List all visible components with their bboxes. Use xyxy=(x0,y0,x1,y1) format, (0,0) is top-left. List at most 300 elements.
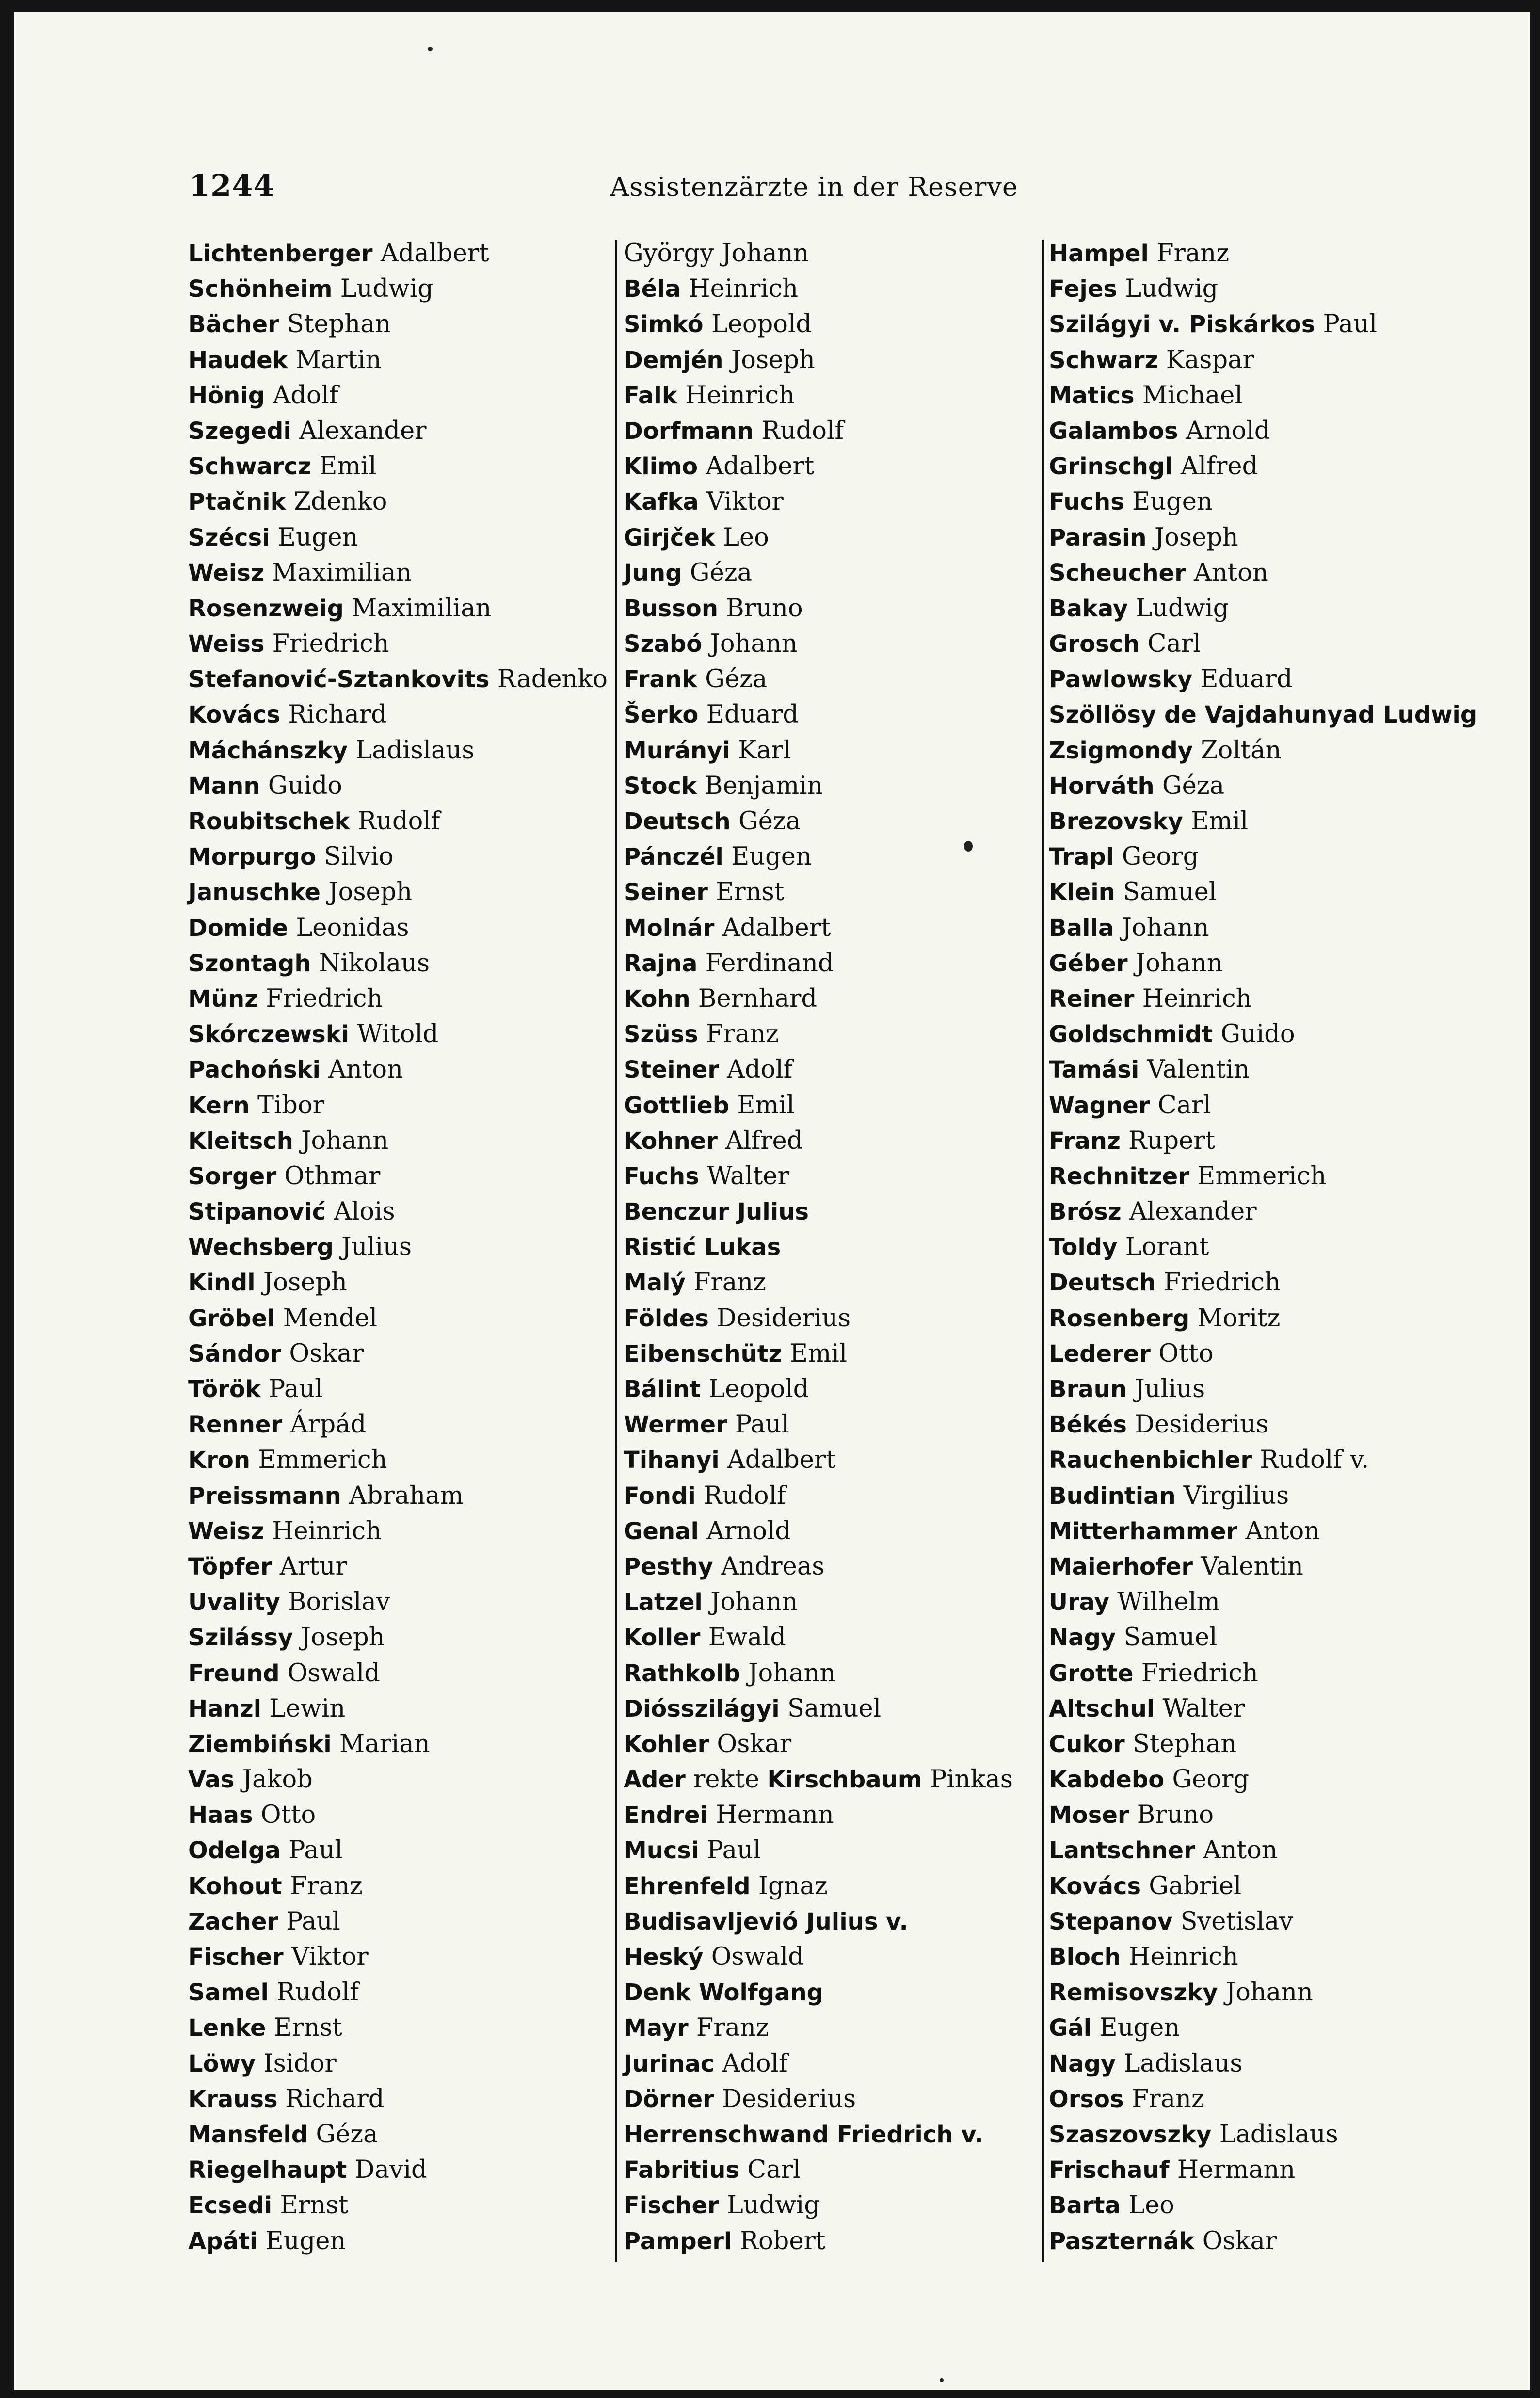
given-name: Rudolf xyxy=(704,1481,786,1510)
given-name: Joseph xyxy=(328,878,413,907)
name-entry xyxy=(188,378,608,413)
name-entry xyxy=(1049,1975,1477,2010)
name-entry xyxy=(188,449,608,484)
name-entry xyxy=(1049,1478,1477,1513)
name-entry xyxy=(624,768,1013,804)
given-name: Artur xyxy=(279,1552,347,1581)
given-name: Rupert xyxy=(1128,1126,1216,1155)
name-entry xyxy=(624,1549,1013,1584)
surname: Stepanov xyxy=(1049,1908,1173,1935)
given-name: Eduard xyxy=(1200,665,1293,694)
name-entry xyxy=(188,484,608,519)
surname: Kabdebo xyxy=(1049,1766,1165,1794)
surname: Odelga xyxy=(188,1837,281,1865)
given-name: Adalbert xyxy=(380,239,489,268)
name-entry xyxy=(188,342,608,378)
given-name: Leopold xyxy=(708,1375,809,1403)
given-name: Géza xyxy=(1162,771,1225,800)
surname: Reiner xyxy=(1049,985,1135,1013)
name-entry xyxy=(624,2152,1013,2188)
surname: Malý xyxy=(624,1269,686,1297)
name-entry xyxy=(1049,2081,1477,2117)
given-name: Valentin xyxy=(1201,1552,1303,1581)
name-entry xyxy=(624,981,1013,1016)
name-entry xyxy=(1049,306,1477,342)
given-name: Emil xyxy=(789,1339,848,1368)
name-entry xyxy=(188,1549,608,1584)
column-divider xyxy=(1042,240,1044,2262)
given-name: Ferdinand xyxy=(705,949,834,978)
name-entry xyxy=(624,271,1013,306)
surname: Szabó xyxy=(624,630,703,658)
given-name: Árpád xyxy=(290,1410,367,1439)
name-entry xyxy=(624,1407,1013,1442)
name-entry xyxy=(1049,910,1477,946)
surname: Renner xyxy=(188,1411,283,1439)
surname: Mitterhammer xyxy=(1049,1517,1238,1545)
surname: Diósszilágyi xyxy=(624,1695,780,1722)
name-entry xyxy=(624,2223,1013,2259)
name-column-2 xyxy=(624,236,1013,2259)
name-entry xyxy=(188,1584,608,1620)
name-entry xyxy=(1049,839,1477,874)
name-entry xyxy=(624,2188,1013,2223)
name-entry xyxy=(188,2046,608,2081)
name-entry xyxy=(624,413,1013,449)
surname: Kleitsch xyxy=(188,1127,293,1155)
surname: Riegelhaupt xyxy=(188,2157,347,2184)
given-name: Carl xyxy=(1147,629,1201,659)
name-column-3 xyxy=(1049,236,1477,2259)
surname: Rechnitzer xyxy=(1049,1162,1189,1190)
surname: Kern xyxy=(188,1092,250,1119)
given-name: Guido xyxy=(1220,1020,1295,1049)
given-name: Adalbert xyxy=(706,452,815,481)
name-entry xyxy=(624,2117,1013,2152)
name-entry xyxy=(624,2046,1013,2081)
name-entry xyxy=(1049,2152,1477,2188)
name-entry xyxy=(1049,1301,1477,1336)
surname: Pánczél xyxy=(624,843,723,871)
surname: Preissmann xyxy=(188,1482,341,1510)
given-name: David xyxy=(354,2156,427,2185)
name-entry xyxy=(188,839,608,874)
surname: Latzel xyxy=(624,1589,703,1616)
given-name: Bruno xyxy=(1137,1801,1214,1830)
surname: Grosch xyxy=(1049,630,1140,658)
name-entry xyxy=(188,591,608,626)
surname: Rathkolb xyxy=(624,1659,740,1687)
name-entry xyxy=(1049,1407,1477,1442)
given-name: Leopold xyxy=(711,310,812,339)
given-name: Ludwig xyxy=(1136,594,1229,623)
given-name: Ladislaus xyxy=(355,736,475,765)
name-entry xyxy=(1049,1584,1477,1620)
given-name: Stephan xyxy=(287,310,391,339)
name-entry xyxy=(188,1336,608,1371)
given-name: Martin xyxy=(295,345,382,374)
name-entry xyxy=(1049,591,1477,626)
surname: Lederer xyxy=(1049,1340,1151,1368)
surname: Balla xyxy=(1049,914,1114,942)
name-entry xyxy=(1049,1123,1477,1159)
name-entry xyxy=(188,1123,608,1159)
surname: Schwarz xyxy=(1049,346,1158,374)
surname: Mayr xyxy=(624,2014,689,2042)
name-entry xyxy=(188,661,608,697)
given-name: Ladislaus xyxy=(1123,2049,1243,2078)
surname: Toldy xyxy=(1049,1234,1118,1261)
given-name: Franz xyxy=(706,1020,779,1049)
name-entry xyxy=(624,910,1013,946)
given-name: Carl xyxy=(1157,1091,1211,1120)
name-entry xyxy=(188,1762,608,1797)
surname: Szöllösy de Vajdahunyad Ludwig xyxy=(1049,701,1477,729)
name-entry xyxy=(1049,342,1477,378)
name-entry xyxy=(624,1726,1013,1762)
given-name: Friedrich xyxy=(272,629,389,659)
surname: Budisavljevió Julius v. xyxy=(624,1908,908,1935)
surname: Brezovsky xyxy=(1049,808,1183,835)
name-entry xyxy=(624,874,1013,910)
surname: Gottlieb xyxy=(624,1092,730,1119)
given-name: Anton xyxy=(1194,558,1268,587)
name-entry xyxy=(188,1407,608,1442)
given-name: Desiderius xyxy=(1135,1410,1269,1439)
given-name: Tibor xyxy=(257,1091,325,1120)
page-number: 1244 xyxy=(189,168,275,203)
surname: Januschke xyxy=(188,879,321,906)
given-name: Svetislav xyxy=(1180,1907,1293,1936)
name-entry xyxy=(1049,2046,1477,2081)
surname: Békés xyxy=(1049,1411,1127,1439)
name-entry xyxy=(1049,2117,1477,2152)
name-entry xyxy=(624,626,1013,661)
given-name: Adalbert xyxy=(727,1446,836,1475)
name-entry xyxy=(624,1301,1013,1336)
surname: Kindl xyxy=(188,1269,256,1297)
given-name: Witold xyxy=(357,1020,439,1049)
given-name: Joseph xyxy=(301,1623,385,1652)
name-entry xyxy=(188,1868,608,1904)
surname: Ziembiński xyxy=(188,1730,332,1758)
surname: Skórczewski xyxy=(188,1021,350,1048)
surname: Haas xyxy=(188,1802,253,1829)
given-name: Kaspar xyxy=(1166,345,1254,374)
surname: Kirschbaum xyxy=(767,1766,922,1794)
name-entry xyxy=(1049,874,1477,910)
surname: Lenke xyxy=(188,2014,266,2042)
surname: Bächer xyxy=(188,311,279,338)
name-entry xyxy=(624,1371,1013,1407)
name-entry xyxy=(624,1762,1013,1797)
given-name: Alexander xyxy=(1129,1197,1257,1226)
given-name: Oswald xyxy=(711,1943,804,1971)
surname: Schönheim xyxy=(188,275,333,303)
given-name: Rudolf xyxy=(276,1978,359,2007)
name-entry xyxy=(188,1442,608,1478)
name-entry xyxy=(624,1620,1013,1655)
name-entry xyxy=(624,449,1013,484)
name-entry xyxy=(188,1656,608,1691)
surname: Apáti xyxy=(188,2227,258,2255)
name-entry xyxy=(1049,378,1477,413)
name-entry xyxy=(1049,2223,1477,2259)
surname: Budintian xyxy=(1049,1482,1176,1510)
surname: Fuchs xyxy=(624,1162,699,1190)
name-entry xyxy=(1049,1016,1477,1052)
name-entry xyxy=(188,306,608,342)
given-name: Franz xyxy=(696,2013,769,2043)
given-name: Paul xyxy=(286,1907,340,1936)
given-name: Leonidas xyxy=(296,913,409,942)
given-name: Moritz xyxy=(1197,1304,1281,1333)
given-name: Paul xyxy=(706,1836,761,1865)
surname: Máchánszky xyxy=(188,737,348,764)
given-name: Ernst xyxy=(273,2013,342,2043)
surname: Šerko xyxy=(624,701,699,729)
surname: Frischauf xyxy=(1049,2157,1170,2184)
given-name: Otto xyxy=(1158,1339,1214,1368)
name-entry xyxy=(188,1229,608,1265)
surname: Molnár xyxy=(624,914,715,942)
name-entry xyxy=(1049,981,1477,1016)
name-entry xyxy=(188,520,608,555)
name-entry xyxy=(1049,271,1477,306)
surname: Stefanović-Sztankovits xyxy=(188,666,490,693)
surname: Kohler xyxy=(624,1730,709,1758)
name-entry xyxy=(188,1478,608,1513)
name-entry xyxy=(188,271,608,306)
given-name: Pinkas xyxy=(930,1765,1013,1794)
name-column-1 xyxy=(188,236,608,2259)
given-name: Otto xyxy=(260,1801,316,1830)
name-entry xyxy=(188,1513,608,1549)
surname: Moser xyxy=(1049,1802,1129,1829)
surname: Jung xyxy=(624,559,682,587)
name-entry xyxy=(624,1691,1013,1726)
given-name: Alois xyxy=(334,1197,395,1226)
surname: Roubitschek xyxy=(188,808,350,835)
given-name: Alfred xyxy=(725,1126,803,1155)
given-name: Franz xyxy=(1131,2084,1204,2113)
given-name: Walter xyxy=(1162,1694,1245,1723)
given-name: Ewald xyxy=(708,1623,786,1652)
surname: Girjček xyxy=(624,524,715,551)
name-entry xyxy=(1049,2188,1477,2223)
given-name: Alexander xyxy=(299,416,427,445)
surname: Murányi xyxy=(624,737,730,764)
name-entry xyxy=(1049,1088,1477,1123)
given-name: Hermann xyxy=(1177,2156,1296,2185)
surname: Grinschgl xyxy=(1049,453,1173,481)
surname: Béla xyxy=(624,275,681,303)
surname: Bálint xyxy=(624,1376,701,1403)
name-entry xyxy=(188,1194,608,1229)
name-entry xyxy=(624,1513,1013,1549)
given-name: György Johann xyxy=(624,239,809,268)
name-entry xyxy=(624,1052,1013,1087)
name-entry xyxy=(188,236,608,271)
surname: Mansfeld xyxy=(188,2121,308,2148)
surname: Genal xyxy=(624,1517,699,1545)
surname: Mann xyxy=(188,772,260,800)
surname: Heský xyxy=(624,1944,704,1971)
surname: Szegedi xyxy=(188,417,291,445)
name-entry xyxy=(188,1159,608,1194)
name-entry xyxy=(188,2223,608,2259)
given-name: Valentin xyxy=(1147,1055,1250,1084)
surname: Benczur Julius xyxy=(624,1198,809,1226)
given-name: Isidor xyxy=(263,2049,337,2078)
surname: Fischer xyxy=(624,2192,719,2220)
surname: Busson xyxy=(624,595,719,622)
given-name: Adolf xyxy=(727,1055,793,1084)
name-entry xyxy=(1049,520,1477,555)
name-entry xyxy=(624,839,1013,874)
surname: Horváth xyxy=(1049,772,1155,800)
column-divider xyxy=(615,240,617,2262)
surname: Brósz xyxy=(1049,1198,1122,1226)
given-name: Adalbert xyxy=(722,913,831,942)
name-entry xyxy=(1049,1194,1477,1229)
given-name: Emmerich xyxy=(1197,1161,1327,1191)
name-entry xyxy=(1049,555,1477,591)
name-entry xyxy=(1049,484,1477,519)
name-entry xyxy=(1049,1656,1477,1691)
name-entry xyxy=(188,1975,608,2010)
name-entry xyxy=(624,2010,1013,2045)
surname: Galambos xyxy=(1049,417,1178,445)
name-entry xyxy=(624,520,1013,555)
surname: Weisz xyxy=(188,559,264,587)
given-name: Bruno xyxy=(726,594,803,623)
given-name: Samuel xyxy=(1123,878,1217,907)
given-name: Ignaz xyxy=(758,1871,828,1900)
name-entry xyxy=(188,2152,608,2188)
name-entry xyxy=(624,661,1013,697)
given-name: Eugen xyxy=(1099,2013,1180,2043)
surname: Steiner xyxy=(624,1056,719,1084)
name-entry xyxy=(624,1797,1013,1833)
surname: Török xyxy=(188,1376,261,1403)
name-entry xyxy=(1049,449,1477,484)
surname: Endrei xyxy=(624,1802,708,1829)
surname: Pachoński xyxy=(188,1056,321,1084)
given-name: Emil xyxy=(319,452,377,481)
surname: Ecsedi xyxy=(188,2192,273,2220)
name-entry xyxy=(188,768,608,804)
given-name: Eugen xyxy=(731,842,812,871)
name-entry xyxy=(624,1229,1013,1265)
given-name: Stephan xyxy=(1132,1729,1237,1758)
surname: Fejes xyxy=(1049,275,1117,303)
given-name: Johann xyxy=(710,1588,798,1617)
surname: Vas xyxy=(188,1766,235,1794)
surname: Cukor xyxy=(1049,1730,1125,1758)
surname: Parasin xyxy=(1049,524,1147,551)
surname: Braun xyxy=(1049,1376,1127,1403)
surname: Nagy xyxy=(1049,1624,1116,1652)
name-entry xyxy=(624,733,1013,768)
surname: Simkó xyxy=(624,311,704,338)
given-name: Ernst xyxy=(280,2191,349,2220)
surname: Freund xyxy=(188,1659,280,1687)
print-speck xyxy=(964,841,973,852)
given-name: Géza xyxy=(705,665,768,694)
surname: Zsigmondy xyxy=(1049,737,1193,764)
surname: Trapl xyxy=(1049,843,1114,871)
given-name: Maximilian xyxy=(272,558,412,587)
given-name: Othmar xyxy=(284,1161,381,1191)
given-name: Ludwig xyxy=(1125,274,1219,304)
surname: Stipanović xyxy=(188,1198,326,1226)
name-entry xyxy=(188,1691,608,1726)
surname: Tamási xyxy=(1049,1056,1139,1084)
surname: Kron xyxy=(188,1447,251,1474)
surname: Eibenschütz xyxy=(624,1340,782,1368)
name-entry xyxy=(188,946,608,981)
surname: Wechsberg xyxy=(188,1234,334,1261)
given-name: Heinrich xyxy=(272,1516,382,1545)
given-name: Arnold xyxy=(1186,416,1270,445)
name-entry xyxy=(1049,1833,1477,1868)
name-entry xyxy=(1049,236,1477,271)
surname: Haudek xyxy=(188,346,288,374)
name-entry xyxy=(624,1265,1013,1300)
name-entry xyxy=(624,1194,1013,1229)
given-name: Arnold xyxy=(706,1516,791,1545)
document-page xyxy=(14,12,1530,2390)
surname: Klein xyxy=(1049,879,1115,906)
given-name: Marian xyxy=(339,1729,430,1758)
given-name: Ernst xyxy=(716,878,785,907)
name-entry xyxy=(1049,2010,1477,2045)
name-entry xyxy=(1049,1904,1477,1939)
name-entry xyxy=(1049,946,1477,981)
name-entry xyxy=(1049,1513,1477,1549)
given-name: Nikolaus xyxy=(319,949,430,978)
name-entry xyxy=(188,2010,608,2045)
surname: Ptačnik xyxy=(188,488,286,516)
name-entry xyxy=(188,910,608,946)
given-name: Paul xyxy=(289,1836,343,1865)
given-name: Rudolf xyxy=(761,416,844,445)
given-name: Friedrich xyxy=(266,984,383,1013)
given-name: Rudolf xyxy=(357,807,440,836)
surname: Kovács xyxy=(1049,1872,1141,1900)
name-entry xyxy=(624,1904,1013,1939)
name-entry xyxy=(1049,1371,1477,1407)
surname: Szüss xyxy=(624,1021,698,1048)
name-entry xyxy=(188,413,608,449)
surname: Jurinac xyxy=(624,2050,715,2077)
surname: Franz xyxy=(1049,1127,1121,1155)
given-name: Franz xyxy=(693,1268,767,1297)
surname: Szaszovszky xyxy=(1049,2121,1212,2148)
surname: Tihanyi xyxy=(624,1447,720,1474)
name-entry xyxy=(624,236,1013,271)
surname: Fabritius xyxy=(624,2157,739,2184)
given-name: Anton xyxy=(1203,1836,1278,1865)
given-name: Ludwig xyxy=(340,274,433,304)
name-entry xyxy=(1049,1620,1477,1655)
given-name: Georg xyxy=(1172,1765,1250,1794)
name-entry xyxy=(624,555,1013,591)
given-name: Heinrich xyxy=(1142,984,1252,1013)
name-entry xyxy=(188,733,608,768)
name-entry xyxy=(188,1265,608,1300)
